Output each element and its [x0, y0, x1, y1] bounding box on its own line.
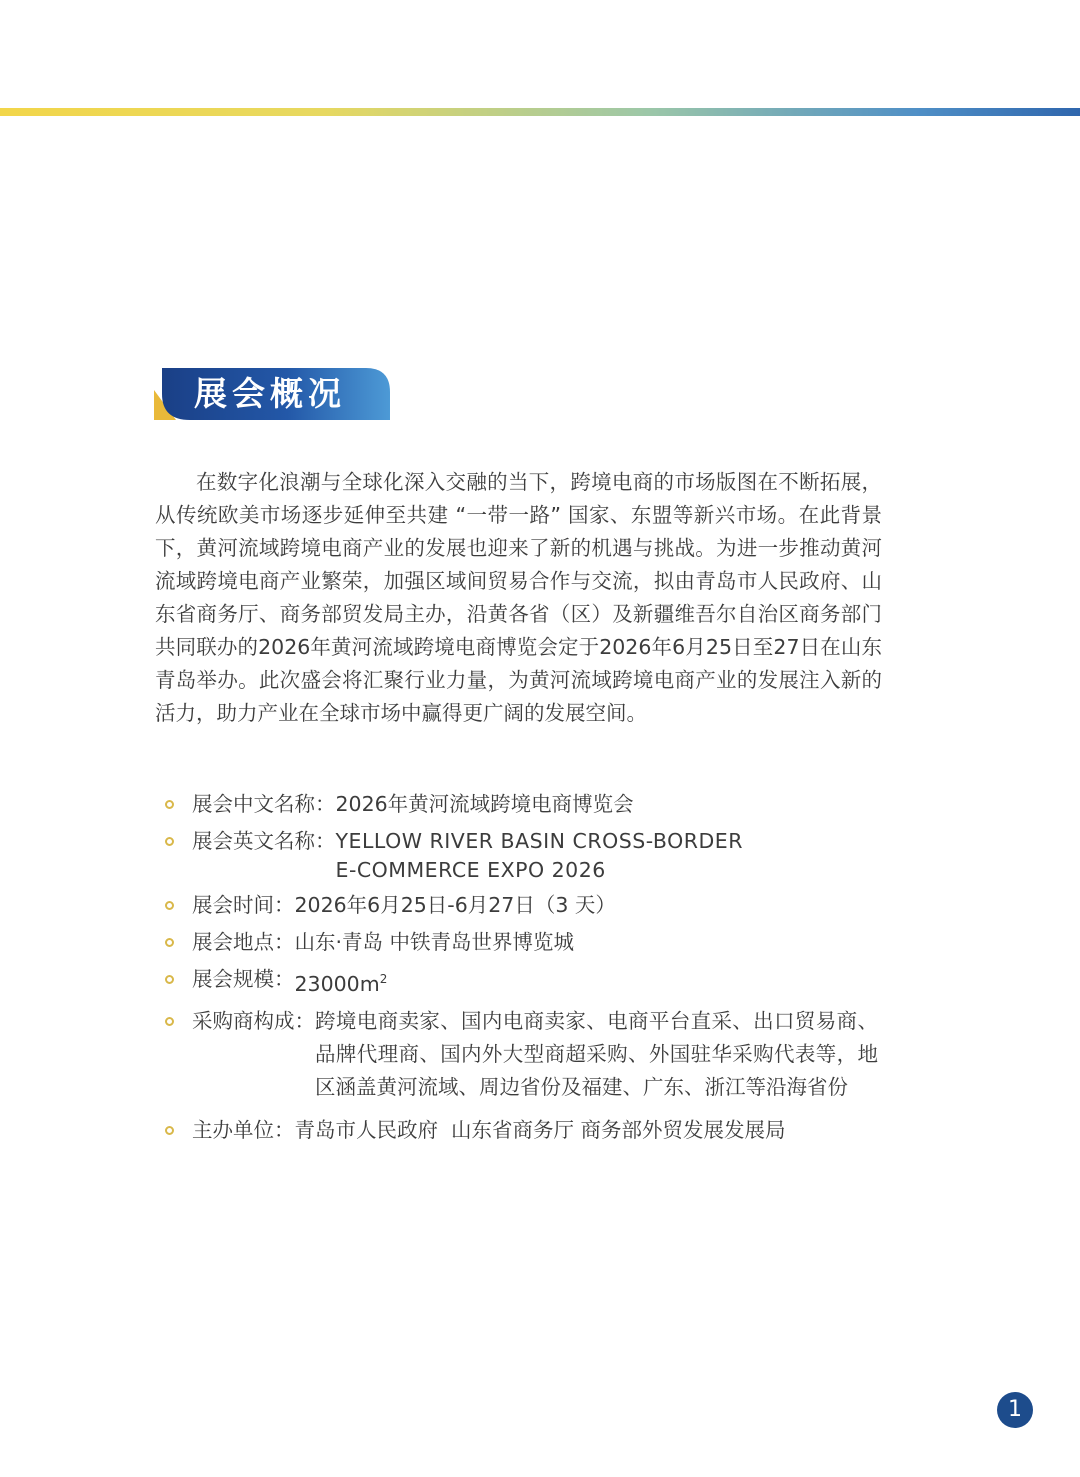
intro-paragraph: 在数字化浪潮与全球化深入交融的当下，跨境电商的市场版图在不断拓展，从传统欧美市场逐步延伸至共建 “一带一路” 国家、东盟等新兴市场。在此背景下，黄河流域跨境电商产业的发展也迎来了新的机遇与挑战。为进一步推动黄河流域跨境电商产业繁荣，加强区域间贸易合作与交流，拟由青岛市人民政府、山东省商务厅、商务部贸发局主办，沿黄各省（区）及新疆维吾尔自治区商务部门共同联办的2026年黄河流域跨境电商博览会定于2026年6月25日至27日在山东青岛举办。此次盛会将汇聚行业力量，为黄河流域跨境电商产业的发展注入新的活力，助力产业在全球市场中赢得更广阔的发展空间。 [155, 470, 882, 725]
info-item-venue [165, 926, 905, 959]
buyers-label: 采购商构成： [192, 1008, 315, 1033]
bullet-icon [165, 938, 174, 947]
time-value: 2026年6月25日-6月27日（3 天） [294, 893, 616, 917]
en-name-value [336, 825, 906, 885]
section-header [154, 368, 390, 420]
info-item-en-name [165, 825, 905, 885]
bullet-icon [165, 1017, 174, 1026]
buyers-value: 跨境电商卖家、国内电商卖家、电商平台直采、出口贸易商、品牌代理商、国内外大型商超采购、外国驻华采购代表等，地区涵盖黄河流域、周边省份及福建、广东、浙江等沿海省份 [315, 1008, 878, 1099]
scale-value [295, 963, 906, 1001]
cn-name-value: 2026年黄河流域跨境电商博览会 [335, 792, 634, 816]
expo-info-list [165, 788, 905, 1151]
bullet-icon [165, 800, 174, 809]
info-item-organizer [165, 1114, 905, 1147]
info-item-buyers [165, 1005, 905, 1104]
scale-label: 展会规模： [192, 967, 295, 991]
en-name-label: 展会英文名称： [192, 829, 336, 853]
venue-value: 山东·青岛 中铁青岛世界博览城 [294, 930, 575, 954]
en-name-line-2: E-COMMERCE EXPO 2026 [335, 858, 606, 882]
info-item-scale [165, 963, 905, 1001]
organizer-value: 青岛市人民政府 山东省商务厅 商务部外贸发展发展局 [294, 1117, 786, 1142]
time-label: 展会时间： [192, 893, 295, 917]
venue-label: 展会地点： [192, 930, 295, 954]
info-item-cn-name [165, 788, 905, 821]
scale-superscript: 2 [379, 972, 388, 986]
bullet-icon [165, 975, 174, 984]
top-gradient-stripe [0, 108, 1080, 116]
organizer-label: 主办单位： [192, 1117, 295, 1142]
page-number-badge: 1 [997, 1392, 1033, 1428]
bullet-icon [165, 901, 174, 910]
scale-number: 23000m [294, 971, 380, 996]
info-item-time [165, 889, 905, 922]
bullet-icon [165, 837, 174, 846]
en-name-line-1: YELLOW RIVER BASIN CROSS-BORDER [335, 829, 743, 853]
section-title: 展会概况 [194, 374, 346, 413]
cn-name-label: 展会中文名称： [192, 792, 336, 816]
bullet-icon [165, 1126, 174, 1135]
